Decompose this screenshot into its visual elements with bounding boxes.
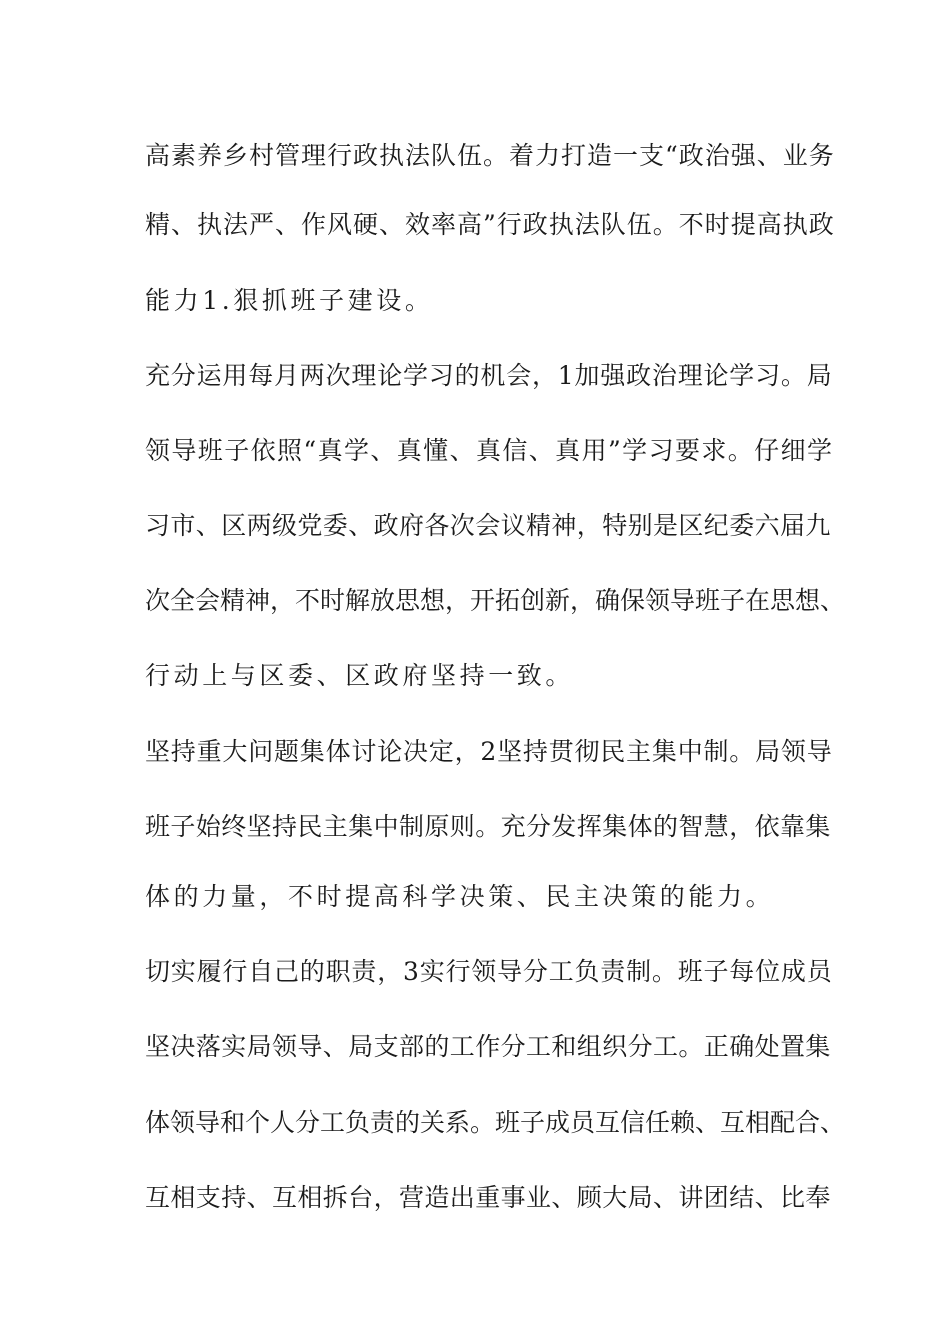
- text-line: 充分运用每月两次理论学习的机会，1加强政治理论学习。局: [145, 361, 833, 390]
- text-line: 坚决落实局领导、局支部的工作分工和组织分工。正确处置集: [145, 1032, 831, 1061]
- text-line: 领导班子依照“真学、真懂、真信、真用”学习要求。仔细学: [145, 436, 834, 465]
- text-line: 精、执法严、作风硬、效率高”行政执法队伍。不时提高执政: [145, 210, 835, 239]
- text-line: 次全会精神，不时解放思想，开拓创新，确保领导班子在思想、: [145, 586, 846, 615]
- text-line: 切实履行自己的职责，3实行领导分工负责制。班子每位成员: [145, 957, 833, 986]
- text-line: 高素养乡村管理行政执法队伍。着力打造一支“政治强、业务: [145, 141, 835, 170]
- text-line: 体领导和个人分工负责的关系。班子成员互信任赖、互相配合、: [145, 1108, 846, 1137]
- text-line: 习市、区两级党委、政府各次会议精神，特别是区纪委六届九: [145, 511, 831, 540]
- text-line: 班子始终坚持民主集中制原则。充分发挥集体的智慧，依靠集: [145, 812, 831, 841]
- text-line: 体的力量，不时提高科学决策、民主决策的能力。: [145, 882, 775, 911]
- text-line: 行动上与区委、区政府坚持一致。: [145, 661, 575, 690]
- text-line: 坚持重大问题集体讨论决定，2坚持贯彻民主集中制。局领导: [145, 737, 833, 766]
- text-line: 能力1.狠抓班子建设。: [145, 286, 434, 315]
- text-line: 互相支持、互相拆台，营造出重事业、顾大局、讲团结、比奉: [145, 1183, 831, 1212]
